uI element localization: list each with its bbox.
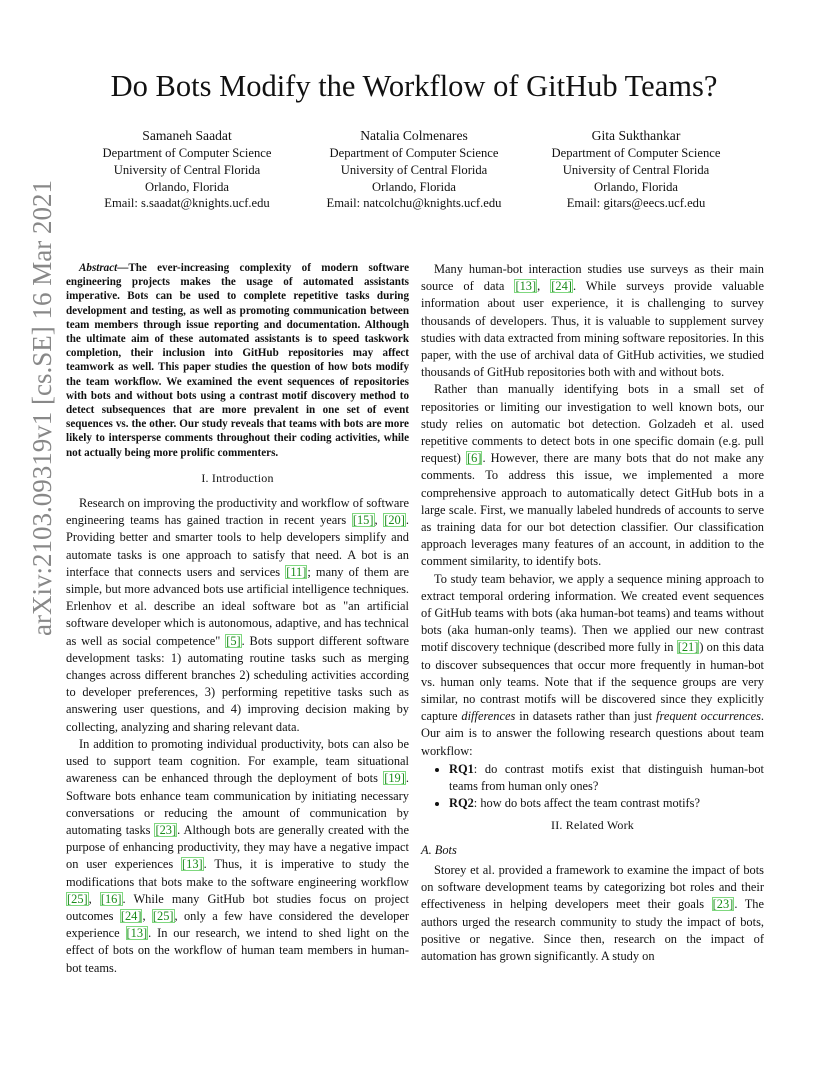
arxiv-identifier: arXiv:2103.09319v1 [cs.SE] 16 Mar 2021 bbox=[27, 180, 57, 636]
left-column bbox=[66, 261, 409, 977]
author-dept: Department of Computer Science bbox=[551, 146, 721, 160]
author-name: Gita Sukthankar bbox=[591, 128, 681, 143]
author-univ: University of Central Florida bbox=[562, 162, 710, 177]
right-column bbox=[421, 261, 764, 965]
author-city: Orlando, Florida bbox=[372, 179, 456, 194]
citation-link[interactable]: [20] bbox=[384, 513, 405, 528]
author-block-2 bbox=[304, 126, 524, 212]
citation-link[interactable]: [16] bbox=[100, 891, 122, 906]
citation-link[interactable]: [13] bbox=[126, 926, 148, 941]
author-block-1 bbox=[77, 126, 297, 212]
citation-link[interactable]: [11] bbox=[286, 564, 307, 579]
citation-link[interactable]: [23] bbox=[712, 897, 734, 912]
abstract-label: Abstract bbox=[79, 262, 118, 274]
paper-title: Do Bots Modify the Workflow of GitHub Teams? bbox=[110, 69, 718, 103]
citation-link[interactable]: [13] bbox=[182, 857, 203, 872]
author-name: Natalia Colmenares bbox=[360, 128, 468, 143]
citation-link[interactable]: [24] bbox=[120, 908, 142, 923]
list-item: • RQ1: do contrast motifs exist that distinguish human-bot teams from human only ones? bbox=[449, 761, 764, 795]
paragraph: To study team behavior, we apply a sequence mining approach to extract temporal ordering information. We created event sequences of GitHub teams with bots (aka human-bot teams) and teams without bots (aka human-only teams). Then we applied our new contrast motif discovery technique (described more fully in [21]) on this data to discover subsequences that occur more frequently in human-bot vs. human only teams. Note that if the sequence groups are very similar, no contrast motifs will be discovered since they explicitly capture differences in datasets rather than just frequent occurrences. Our aim is to answer the following research questions about team workflow: bbox=[421, 571, 764, 758]
citation-link[interactable]: [25] bbox=[152, 908, 174, 923]
citation-link[interactable]: [23] bbox=[155, 822, 177, 837]
citation-link[interactable]: [19] bbox=[384, 771, 405, 786]
paragraph: Research on improving the productivity and workflow of software engineering teams has gained traction in recent years [15], [20]. Providing better and smarter tools to help developers simplify and automate tasks is one approach to satisfy that need. A bot is an interface that connects users and services [11]; many of them are simple, but more advanced bots use artificial intelligence techniques. Erlenhov et al. describe an ideal software bot as "an artificial software developer which is autonomous, adaptive, and has technical as well as social competence" [5]. Bots support different software development tasks: 1) automating routine tasks such as merging changes across different branches 2) scheduling activities according to developer preferences, 3) performing repetitive tasks such as answering user questions, and 4) improving decision making by collecting, analyzing and sharing relevant data. bbox=[66, 496, 410, 734]
paragraph: In addition to promoting individual productivity, bots can also be used to support team cognition. For example, team situational awareness can be enhanced through the deployment of bots [19]. Software bots enhance team communication by initiating necessary conversations or reducing the amount of communication by automating tasks [23]. Although bots are generally created with the purpose of enhancing productivity, they may have a negative impact on user experiences [13]. Thus, it is imperative to study the modifications that bots make to the software engineering workflow [25], [16]. While many GitHub bot studies focus on project outcomes [24], [25], only a few have considered the developer experience [13]. In our research, we intend to shed light on the effect of bots on the workflow of human team members in human-bot teams. bbox=[66, 736, 409, 975]
author-dept: Department of Computer Science bbox=[102, 146, 272, 160]
citation-link[interactable]: [6] bbox=[467, 451, 482, 466]
subsection-heading: A. Bots bbox=[421, 842, 457, 857]
paragraph: Many human-bot interaction studies use surveys as their main source of data [13], [24]. While surveys provide valuable information about user experience, it is challenging to survey thousands of developers. Thus, it is valuable to supplement survey studies with data extracted from mining software repositories. In this paper, with the use of archival data of GitHub activities, we studied thousands of GitHub repositories both with and without bots. bbox=[421, 262, 764, 380]
abstract-text: —The ever-increasing complexity of modern software engineering projects makes the usage of automated assistants imperative. Bots can be used to complete repetitive tasks during development and testing, as well as promoting communication between team members through issue reporting and documentation. Although the ultimate aim of these automated assistants is to speed taskwork completion, their inclusion into GitHub repositories may affect teamwork as well. This paper studies the question of how bots modify the team workflow. We examined the event sequences of repositories with bots and without bots using a contrast motif discovery method to detect subsequences that are more prevalent in one set of event sequences vs. the other. Our study reveals that teams with bots are more likely to intersperse comments throughout their coding activities, while not actually being more prolific commenters. bbox=[66, 262, 409, 459]
citation-link[interactable]: [21] bbox=[677, 640, 699, 655]
author-dept: Department of Computer Science bbox=[329, 146, 499, 160]
research-questions bbox=[421, 761, 764, 813]
paragraph: Storey et al. provided a framework to examine the impact of bots on software development teams by categorizing bot roles and their effectiveness in helping developers meet their goals [23]. The authors urged the research community to study the impact of bots, positive or negative. Since then, research on the impact of automation has grown significantly. A study on bbox=[421, 862, 764, 963]
citation-link[interactable]: [25] bbox=[67, 891, 88, 906]
author-email: Email: natcolchu@knights.ucf.edu bbox=[326, 196, 502, 211]
abstract bbox=[66, 261, 409, 460]
citation-link[interactable]: [15] bbox=[352, 513, 374, 528]
author-email: Email: gitars@eecs.ucf.edu bbox=[566, 196, 706, 211]
author-city: Orlando, Florida bbox=[594, 179, 678, 194]
author-block-3 bbox=[526, 126, 746, 212]
list-item: • RQ2: how do bots affect the team contrast motifs? bbox=[449, 795, 764, 812]
citation-link[interactable]: [13] bbox=[515, 279, 537, 294]
citation-link[interactable]: [5] bbox=[226, 633, 241, 648]
author-email: Email: s.saadat@knights.ucf.edu bbox=[104, 196, 270, 211]
paragraph: Rather than manually identifying bots in a small set of repositories or limiting our investigation to well known bots, our study relies on automatic bot detection. Golzadeh et al. used repetitive comments to detect bots in one specific domain (e.g. pull request) [6]. However, there are many bots that do not make any comments. To address this issue, we implemented a more comprehensive approach to automatically detect GitHub bots in a large scale. First, we manually labeled hundreds of accounts to serve as training data for our bot detection classifier. Our classification approach leverages many features of an account, in addition to the comment similarity, to identify bots. bbox=[421, 382, 764, 569]
author-city: Orlando, Florida bbox=[145, 179, 229, 194]
author-univ: University of Central Florida bbox=[340, 162, 488, 177]
section-heading: II. Related Work bbox=[551, 817, 634, 832]
section-heading: I. Introduction bbox=[201, 470, 274, 485]
citation-link[interactable]: [24] bbox=[551, 279, 572, 294]
author-univ: University of Central Florida bbox=[113, 162, 261, 177]
author-name: Samaneh Saadat bbox=[142, 128, 232, 143]
